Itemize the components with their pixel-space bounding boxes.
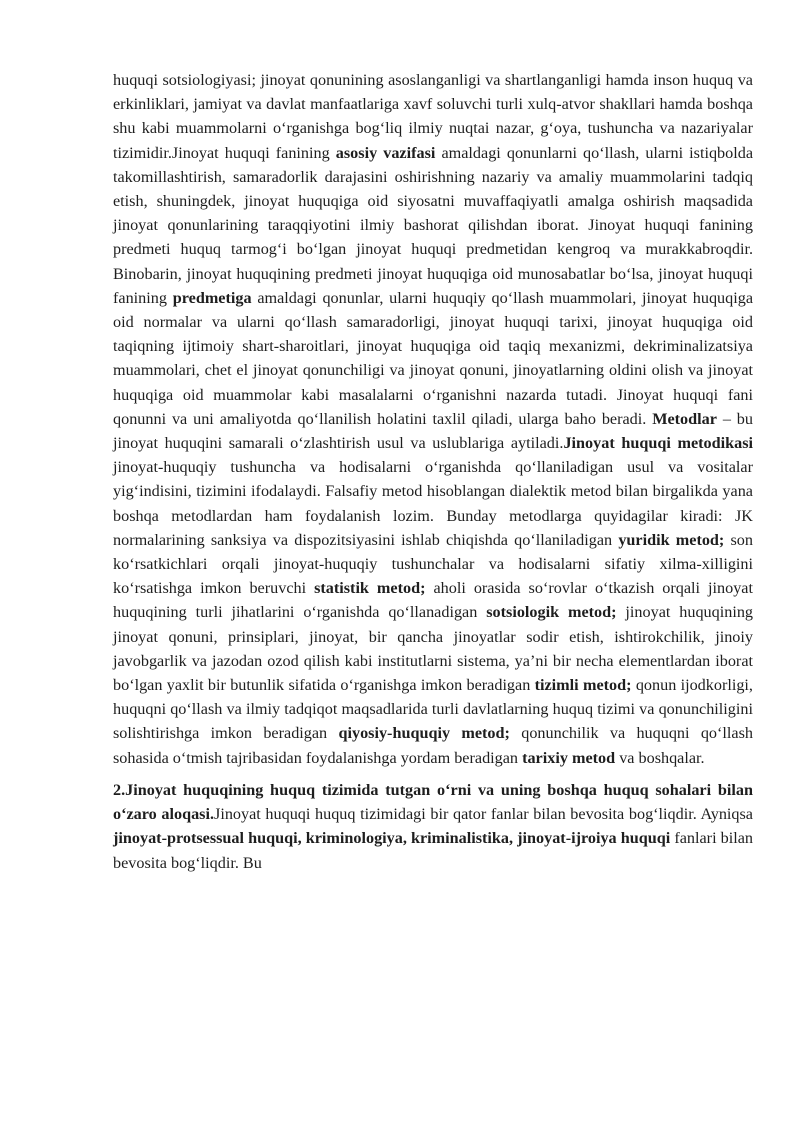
text-run: fanlari bilan bevosita bog‘liqdir. Bu	[113, 829, 754, 872]
bold-term-yuridik-metod: yuridik metod;	[618, 530, 725, 549]
text-run: qonunchilik va huquqni qo‘llash sohasida o‘tmish tajribasidan foydalanishga yordam beradigan	[113, 724, 753, 767]
section-heading: 2.Jinoyat huquqining huquq tizimida tutgan o‘rni va uning boshqa huquq sohalari bilan o‘zaro aloqasi.	[113, 780, 753, 824]
bold-term-sotsiologik-metod: sotsiologik metod;	[486, 603, 617, 622]
text-run: va boshqalar.	[615, 748, 705, 767]
text-run: jinoyat-huquqiy tushuncha va hodisalarni o‘rganishda qo‘llaniladigan usul va vositalar yig‘indisini, tizimini ifodalaydi. Falsafiy metod hisoblangan dialektik metod bilan birgalikda yana boshqa metodlardan ham foydalanish lozim. Bunday metodlarga quyidagilar kiradi: JK normalarining sanksiya va dispozitsiyasini ishlab chiqishda qo‘llaniladigan	[113, 458, 753, 549]
bold-term-qiyosiy-huquqiy-metod: qiyosiy-huquqiy metod;	[338, 724, 510, 743]
text-run: son ko‘rsatkichlari orqali jinoyat-huquqiy tushunchalar va hodisalarni sifatiy xilma-xilligini ko‘rsatishga imkon beruvchi	[113, 530, 753, 598]
bold-term-tarixiy-metod: tarixiy metod	[522, 748, 616, 767]
text-run: amaldagi qonunlarni qo‘llash, ularni istiqbolda takomillashtirish, samaradorlik darajasini oshirishning nazariy va amaliy muammolarini tadqiq etish, shuningdek, jinoyat huquqiga oid siyosatni muvaffaqiyatli amalga oshirish maqsadida jinoyat qonunlarining taraqqiyotini ilmiy bashorat qilishdan iborat. Jinoyat huquqi fanining predmeti huquq tarmog‘i bo‘lgan jinoyat huquqi predmetidan kengroq va murakkabroqdir. Binobarin, jinoyat huquqining predmeti jinoyat huquqiga oid munosabatlar bo‘lsa, jinoyat huquqi fanining	[113, 143, 754, 307]
bold-term-metodikasi: Jinoyat huquqi metodikasi	[563, 434, 754, 453]
bold-term-predmetiga: predmetiga	[172, 288, 252, 307]
bold-term-related-fields: jinoyat-protsessual huquqi, kriminologiya, kriminalistika, jinoyat-ijroiya huquqi	[113, 829, 671, 848]
document-page	[113, 68, 753, 875]
text-run: Jinoyat huquqi huquq tizimidagi bir qator fanlar bilan bevosita bog‘liqdir. Ayniqsa	[214, 805, 753, 824]
section-paragraph	[113, 778, 753, 875]
bold-term-tizimli-metod: tizimli metod;	[534, 676, 632, 695]
text-run: amaldagi qonunlar, ularni huquqiy qo‘llash muammolari, jinoyat huquqiga oid normalar va ularni qo‘llash samaradorligi, jinoyat huquqi tarixi, jinoyat huquqiga oid taqiqning ijtimoiy shart-sharoitlari, jinoyat huquqiga oid taqiq mexanizmi, dekriminalizatsiya muammolari, chet el jinoyat qonunchiligi va jinoyat qonuni, jinoyatlarning oldini olish va jinoyat huquqiga oid muammolar kabi masalalarni o‘rganishni nazarda tutadi. Jinoyat huquqi fani qonunni va uni amaliyotda qo‘llanilish holatini taxlil qiladi, ularga baho beradi.	[113, 288, 754, 428]
text-run: huquqi sotsiologiyasi; jinoyat qonunining asoslanganligi va shartlanganligi hamda inson huquq va erkinliklari, jamiyat va davlat manfaatlariga xavf soluvchi turli xulq-atvor shakllari hamda boshqa shu kabi muammolarni o‘rganishga bog‘liq ilmiy nuqtai nazar, g‘oya, tushuncha va nazariyalar tizimidir.Jinoyat huquqi fanining	[113, 71, 753, 162]
bold-term-asosiy-vazifasi: asosiy vazifasi	[335, 143, 436, 162]
text-run: qonun ijodkorligi, huquqni qo‘llash va ilmiy tadqiqot maqsadlarida turli davlatlarning huquq tizimi va qonunchiligini solishtirishga imkon beradigan	[113, 676, 753, 743]
body-paragraph	[113, 68, 753, 770]
text-run: aholi orasida so‘rovlar o‘tkazish orqali jinoyat huquqining turli jihatlarini o‘rganishda qo‘llanadigan	[113, 579, 753, 622]
bold-term-metodlar: Metodlar	[652, 409, 717, 428]
bold-term-statistik-metod: statistik metod;	[314, 579, 426, 598]
text-run: – bu jinoyat huquqini samarali o‘zlashtirish usul va uslublariga aytiladi.	[113, 409, 753, 453]
text-run: jinoyat huquqining jinoyat qonuni, prinsiplari, jinoyat, bir qancha jinoyatlar sodir etish, ishtirokchilik, jinoiy javobgarlik va jazodan ozod qilish kabi institutlarni sistema, ya’ni bir necha elementlardan iborat bo‘lgan yaxlit bir butunlik sifatida o‘rganishga imkon beradigan	[113, 603, 754, 695]
